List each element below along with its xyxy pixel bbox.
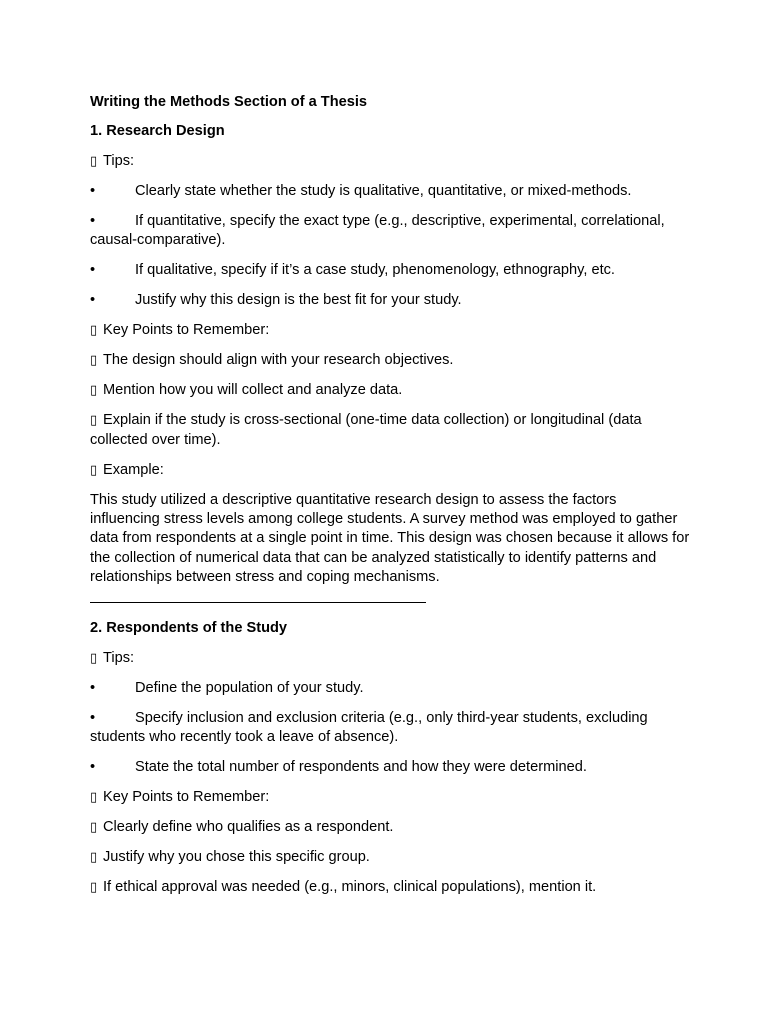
example-label: Example: <box>103 461 164 478</box>
key-point-item: ▯ Justify why you chose this specific group. <box>90 848 690 867</box>
bullet-icon: • <box>90 679 96 696</box>
key-points-label: Key Points to Remember: <box>103 789 270 806</box>
example-label-line <box>90 461 690 480</box>
bullet-icon: • <box>90 709 96 726</box>
key-point-item: ▯ Clearly define who qualifies as a respondent. <box>90 818 690 837</box>
missing-glyph-icon: ▯ <box>90 880 98 896</box>
missing-glyph-icon: ▯ <box>90 850 98 866</box>
document-page <box>90 93 690 908</box>
tips-label-line <box>90 152 690 171</box>
bullet-icon: • <box>90 262 96 279</box>
bullet-item: • Specify inclusion and exclusion criteria (e.g., only third-year students, excluding students who recently took a leave of absence). <box>90 709 648 746</box>
bullet-icon: • <box>90 759 96 776</box>
bullet-item: • If qualitative, specify if it’s a case study, phenomenology, ethnography, etc. <box>90 261 690 280</box>
tips-label-line <box>90 649 690 668</box>
missing-glyph-icon: ▯ <box>90 383 98 399</box>
missing-glyph-icon: ▯ <box>90 323 98 339</box>
section-heading: 2. Respondents of the Study <box>90 620 288 637</box>
bullet-item: • Justify why this design is the best fit for your study. <box>90 291 690 310</box>
key-points-label-line <box>90 788 690 807</box>
tips-label: Tips: <box>103 649 135 666</box>
key-point-item: ▯ If ethical approval was needed (e.g., minors, clinical populations), mention it. <box>90 878 690 897</box>
missing-glyph-icon: ▯ <box>90 820 98 836</box>
horizontal-rule <box>90 602 426 603</box>
bullet-item: • Clearly state whether the study is qualitative, quantitative, or mixed-methods. <box>90 182 690 201</box>
key-points-label: Key Points to Remember: <box>103 322 270 339</box>
bullet-icon: • <box>90 292 96 309</box>
key-points-label-line <box>90 321 690 340</box>
missing-glyph-icon: ▯ <box>90 153 98 169</box>
tips-label: Tips: <box>103 152 135 169</box>
bullet-item: • State the total number of respondents and how they were determined. <box>90 758 690 777</box>
document-title: Writing the Methods Section of a Thesis <box>90 94 368 110</box>
section-respondents <box>90 619 690 897</box>
bullet-item: • Define the population of your study. <box>90 679 690 698</box>
bullet-icon: • <box>90 182 96 199</box>
bullet-item: • If quantitative, specify the exact type (e.g., descriptive, experimental, correlational, causal-comparative). <box>90 212 665 249</box>
missing-glyph-icon: ▯ <box>90 790 98 806</box>
key-point-item: ▯ Mention how you will collect and analyze data. <box>90 381 690 400</box>
bullet-icon: • <box>90 212 96 229</box>
key-point-item: ▯ Explain if the study is cross-sectional (one-time data collection) or longitudinal (data collected over time). <box>90 412 642 448</box>
missing-glyph-icon: ▯ <box>90 353 98 369</box>
example-paragraph: This study utilized a descriptive quantitative research design to assess the factors influencing stress levels among college students. A survey method was employed to gather data from respondents at a single point in time. This design was chosen because it allows for the collection of numerical data that can be analyzed statistically to identify patterns and relationships between stress and coping mechanisms. <box>90 491 690 586</box>
key-point-item: ▯ The design should align with your research objectives. <box>90 351 690 370</box>
section-research-design <box>90 122 690 587</box>
section-heading: 1. Research Design <box>90 123 225 140</box>
missing-glyph-icon: ▯ <box>90 462 98 478</box>
missing-glyph-icon: ▯ <box>90 650 98 666</box>
missing-glyph-icon: ▯ <box>90 413 98 429</box>
